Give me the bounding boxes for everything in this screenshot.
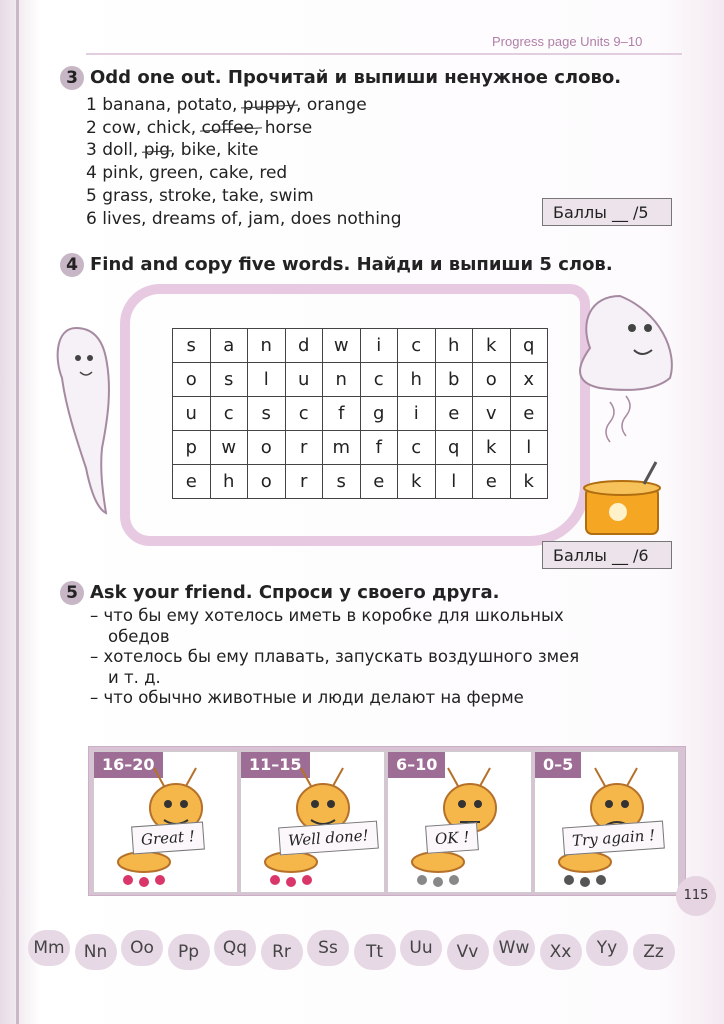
alphabet-letter: Vv bbox=[447, 934, 489, 970]
alphabet-letter: Zz bbox=[633, 934, 675, 970]
task4-number: 4 bbox=[60, 253, 84, 277]
grid-row bbox=[173, 329, 548, 363]
grid-cell: e bbox=[360, 465, 398, 499]
grid-cell: r bbox=[285, 465, 323, 499]
grid-cell: h bbox=[435, 329, 473, 363]
grid-cell: s bbox=[173, 329, 211, 363]
grid-cell: a bbox=[210, 329, 248, 363]
bullet-line: – хотелось бы ему плавать, запускать воздушного змея bbox=[90, 647, 580, 666]
grid-row bbox=[173, 363, 548, 397]
wordsearch-grid bbox=[172, 328, 548, 499]
header-divider bbox=[86, 53, 682, 55]
grid-cell: e bbox=[435, 397, 473, 431]
grid-cell: l bbox=[435, 465, 473, 499]
grid-row bbox=[173, 431, 548, 465]
grid-cell: o bbox=[248, 465, 286, 499]
grid-cell: q bbox=[510, 329, 548, 363]
grid-cell: w bbox=[323, 329, 361, 363]
alphabet-letter: Qq bbox=[214, 930, 256, 966]
grid-cell: h bbox=[210, 465, 248, 499]
list-item: 3 doll, pig, bike, kite bbox=[86, 140, 259, 161]
task3-title: Odd one out. Прочитай и выпиши ненужное слово. bbox=[90, 67, 622, 88]
score-card bbox=[387, 751, 532, 893]
task4-score-box: Баллы __ /6 bbox=[542, 541, 672, 569]
score-range: 11–15 bbox=[241, 752, 310, 778]
bullet-line: – что бы ему хотелось иметь в коробке для школьных bbox=[90, 606, 564, 625]
grid-cell: q bbox=[435, 431, 473, 465]
ghost-illustration-right bbox=[560, 292, 680, 542]
grid-cell: i bbox=[398, 397, 436, 431]
alphabet-letter: Mm bbox=[28, 930, 70, 966]
grid-cell: m bbox=[323, 431, 361, 465]
page-number: 115 bbox=[676, 876, 716, 916]
task5-bullets bbox=[90, 606, 579, 709]
alphabet-letter: Tt bbox=[354, 934, 396, 970]
card-sign: Great ! bbox=[131, 822, 205, 855]
grid-cell: k bbox=[473, 329, 511, 363]
score-card bbox=[240, 751, 385, 893]
task4-title: Find and copy five words. Найди и выпиши 5 слов. bbox=[90, 254, 613, 275]
grid-cell: c bbox=[360, 363, 398, 397]
task3-number: 3 bbox=[60, 66, 84, 90]
grid-cell: n bbox=[323, 363, 361, 397]
grid-cell: h bbox=[398, 363, 436, 397]
score-cards bbox=[88, 746, 686, 896]
grid-cell: o bbox=[173, 363, 211, 397]
grid-cell: g bbox=[360, 397, 398, 431]
score-range: 16–20 bbox=[94, 752, 163, 778]
list-item: 1 banana, potato, puppy, orange bbox=[86, 95, 367, 115]
list-item: 5 grass, stroke, take, swim bbox=[86, 185, 314, 206]
grid-cell: c bbox=[398, 431, 436, 465]
grid-cell: e bbox=[473, 465, 511, 499]
score-range: 6–10 bbox=[388, 752, 445, 778]
card-sign: Try again ! bbox=[562, 821, 665, 856]
grid-cell: v bbox=[473, 397, 511, 431]
grid-cell: n bbox=[248, 329, 286, 363]
grid-row bbox=[173, 465, 548, 499]
grid-cell: l bbox=[510, 431, 548, 465]
task3-list bbox=[86, 94, 402, 230]
grid-cell: u bbox=[173, 397, 211, 431]
grid-cell: s bbox=[323, 465, 361, 499]
grid-cell: r bbox=[285, 431, 323, 465]
grid-cell: s bbox=[210, 363, 248, 397]
grid-cell: e bbox=[510, 397, 548, 431]
alphabet-letter: Ss bbox=[307, 930, 349, 966]
alphabet-letter: Oo bbox=[121, 930, 163, 966]
grid-cell: l bbox=[248, 363, 286, 397]
grid-cell: s bbox=[248, 397, 286, 431]
spine-line bbox=[16, 0, 19, 1024]
grid-cell: p bbox=[173, 431, 211, 465]
grid-cell: d bbox=[285, 329, 323, 363]
grid-cell: o bbox=[473, 363, 511, 397]
grid-row bbox=[173, 397, 548, 431]
list-item: 6 lives, dreams of, jam, does nothing bbox=[86, 208, 402, 229]
alphabet-letter: Uu bbox=[400, 930, 442, 966]
card-sign: OK ! bbox=[425, 822, 479, 854]
grid-cell: k bbox=[473, 431, 511, 465]
bullet-line: обедов bbox=[108, 626, 170, 646]
grid-cell: f bbox=[360, 431, 398, 465]
ghost-illustration-left bbox=[46, 318, 126, 518]
task5-number: 5 bbox=[60, 581, 84, 605]
alphabet-letter: Pp bbox=[168, 934, 210, 970]
alphabet-letter: Yy bbox=[586, 930, 628, 966]
grid-cell: c bbox=[285, 397, 323, 431]
card-sign: Well done! bbox=[278, 821, 378, 856]
list-item: 4 pink, green, cake, red bbox=[86, 163, 288, 184]
grid-cell: i bbox=[360, 329, 398, 363]
alphabet-strip bbox=[28, 930, 688, 972]
grid-cell: c bbox=[398, 329, 436, 363]
bullet-line: и т. д. bbox=[108, 667, 161, 687]
page-header: Progress page Units 9–10 bbox=[492, 34, 643, 49]
grid-cell: o bbox=[248, 431, 286, 465]
grid-cell: k bbox=[398, 465, 436, 499]
alphabet-letter: Rr bbox=[261, 934, 303, 970]
grid-cell: w bbox=[210, 431, 248, 465]
score-card bbox=[93, 751, 238, 893]
grid-cell: x bbox=[510, 363, 548, 397]
grid-cell: b bbox=[435, 363, 473, 397]
bullet-line: – что обычно животные и люди делают на ферме bbox=[90, 688, 524, 707]
alphabet-letter: Nn bbox=[75, 934, 117, 970]
grid-cell: u bbox=[285, 363, 323, 397]
score-range: 0–5 bbox=[535, 752, 581, 778]
task5-title: Ask your friend. Спроси у своего друга. bbox=[90, 582, 500, 603]
alphabet-letter: Xx bbox=[540, 934, 582, 970]
alphabet-letter: Ww bbox=[493, 930, 535, 966]
grid-cell: k bbox=[510, 465, 548, 499]
list-item: 2 cow, chick, coffee, horse bbox=[86, 117, 313, 138]
grid-cell: e bbox=[173, 465, 211, 499]
grid-cell: c bbox=[210, 397, 248, 431]
grid-cell: f bbox=[323, 397, 361, 431]
task3-score-box: Баллы __ /5 bbox=[542, 198, 672, 226]
score-card bbox=[534, 751, 679, 893]
